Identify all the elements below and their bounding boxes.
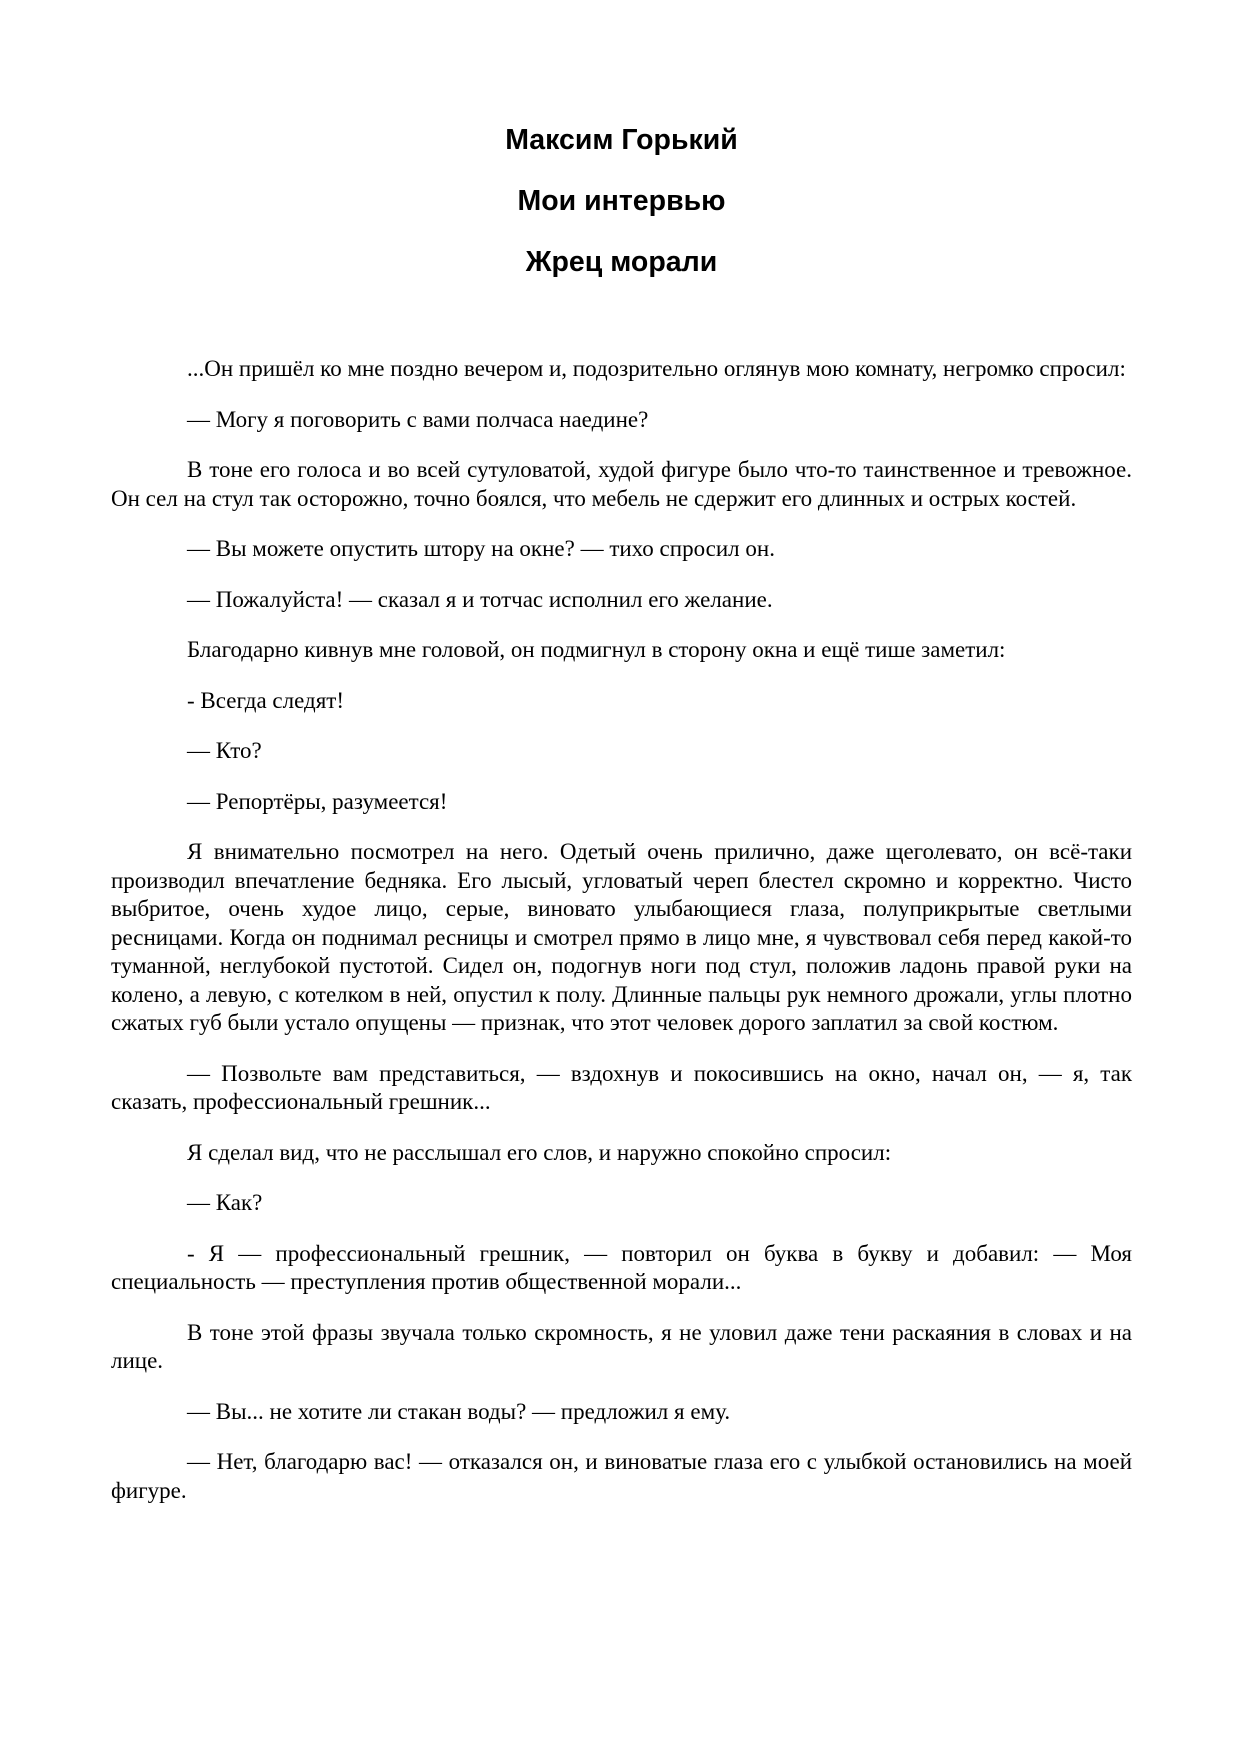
paragraph: В тоне его голоса и во всей сутуловатой, худой фигуре было что-то таинственное и тревожное. Он сел на стул так осторожно, точно боялся, что мебель не сдержит его длинных и острых костей. <box>111 457 1132 511</box>
paragraph: — Вы... не хотите ли стакан воды? — предложил я ему. <box>187 1398 731 1424</box>
paragraph: Я сделал вид, что не расслышал его слов, и наружно спокойно спросил: <box>187 1139 892 1165</box>
paragraph: — Позвольте вам представиться, — вздохнув и покосившись на окно, начал он, — я, так сказать, профессиональный грешник... <box>111 1060 1132 1114</box>
paragraph: — Вы можете опустить штору на окне? — тихо спросил он. <box>187 536 775 561</box>
collection-heading: Мои интервью <box>517 185 726 217</box>
paragraph: — Как? <box>187 1190 263 1215</box>
paragraph: — Репортёры, разумеется! <box>187 788 448 814</box>
paragraph: - Всегда следят! <box>187 687 344 713</box>
paragraph: - Я — профессиональный грешник, — повторил он буква в букву и добавил: — Моя специальность — преступления против общественной морали... <box>111 1240 1132 1294</box>
title-block <box>111 118 1132 301</box>
paragraph: — Могу я поговорить с вами полчаса наедине? <box>187 406 649 432</box>
paragraph: В тоне этой фразы звучала только скромность, я не уловил даже тени раскаяния в словах и на лице. <box>111 1319 1132 1373</box>
paragraph: Благодарно кивнув мне головой, он подмигнул в сторону окна и ещё тише заметил: <box>187 637 1006 662</box>
story-title: Жрец морали <box>525 246 718 278</box>
document-page <box>111 0 1132 1527</box>
paragraph: — Нет, благодарю вас! — отказался он, и виноватые глаза его с улыбкой остановились на моей фигуре. <box>111 1449 1132 1503</box>
paragraph: — Кто? <box>187 738 262 763</box>
paragraph: Я внимательно посмотрел на него. Одетый очень прилично, даже щеголевато, он всё-таки производил впечатление бедняка. Его лысый, угловатый череп блестел скромно и корректно. Чисто выбритое, очень худое лицо, серые, виновато улыбающиеся глаза, полуприкрытые светлыми ресницами. Когда он поднимал ресницы и смотрел прямо в лицо мне, я чувствовал себя перед какой-то туманной, неглубокой пустотой. Сидел он, подогнув ноги под стул, положив ладонь правой руки на колено, а левую, с котелком в ней, опустил к полу. Длинные пальцы рук немного дрожали, углы плотно сжатых губ были устало опущены — признак, что этот человек дорого заплатил за свой костюм. <box>111 839 1132 1035</box>
paragraph: ...Он пришёл ко мне поздно вечером и, подозрительно оглянув мою комнату, негромко спросил: <box>187 356 1126 381</box>
paragraph: — Пожалуйста! — сказал я и тотчас исполнил его желание. <box>187 586 773 612</box>
story-body <box>111 355 1132 1505</box>
author-heading: Максим Горький <box>505 124 738 156</box>
